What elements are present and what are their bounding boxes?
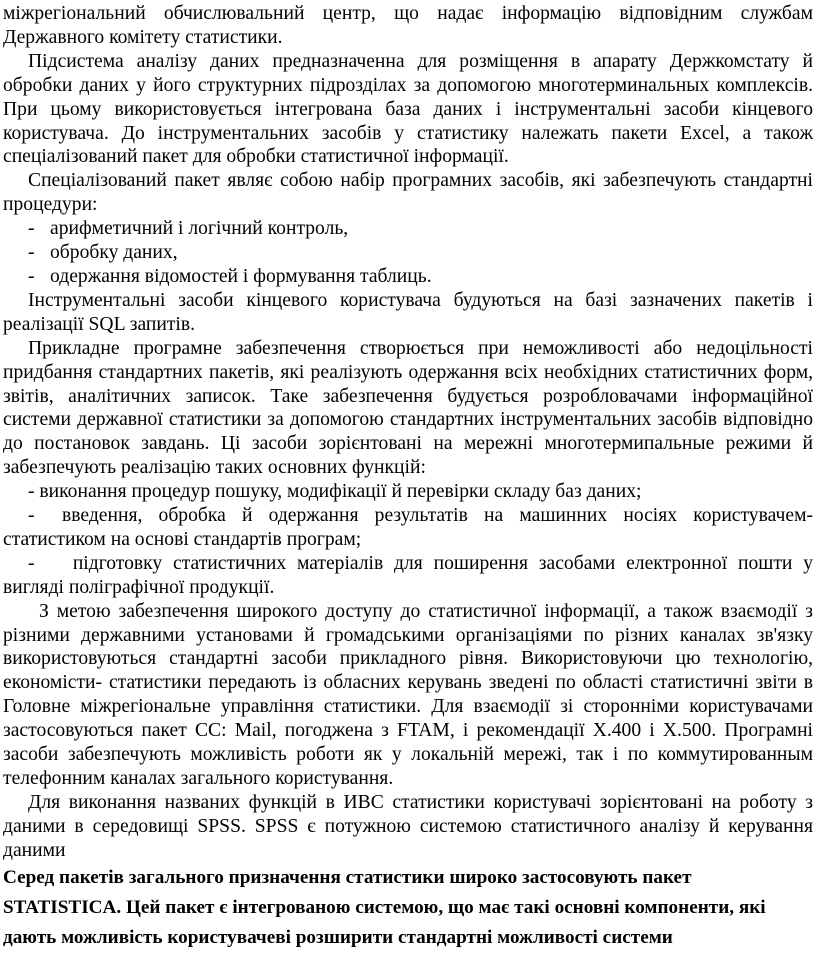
dash-marker: - — [28, 265, 35, 287]
list-item: - введення, обробка й одержання результатів на машинних носіях користувачем-статистиком на основі стандартів програм; — [3, 505, 813, 550]
dash-marker: - — [28, 552, 35, 574]
paragraph-intro-continued: міжрегіональний обчислювальний центр, що надає інформацію відповідним службам Державного комітету статистики. — [3, 3, 813, 48]
paragraph-analysis-subsystem: Підсистема аналізу даних предназначенна для розміщення в апарату Держкомстату й обробки даних у його структурних підрозділах за допомогою многотерминальных комплексів. При цьому використовується інтегрована база даних і інструментальні засоби кінцевого користувача. До інструментальних засобів у статистику належать пакети Excel, а також спеціалізований пакет для обробки статистичної інформації. — [3, 50, 813, 168]
list-item: - виконання процедур пошуку, модифікації й перевірки складу баз даних; — [28, 481, 642, 503]
paragraph-spss: Для виконання названих функцій в ИВС статистики користувачі зорієнтовані на роботу з даними в середовищі SPSS. SPSS є потужною системою статистичного аналізу й керування даними — [3, 791, 813, 861]
paragraph-access: З метою забезпечення широкого доступу до статистичної інформації, а також взаємодії з різними державними установами й громадськими організаціями по різних каналах зв'язку використовуються стандартні засоби прикладного рівня. Використовуючи цю технологію, економісти- статистики передають із обласних керувань зведені по області статистичні звіти в Головне міжрегіональне управління статистики. Для взаємодії зі сторонніми користувачами застосовуються пакет СС: Mail, погоджена з FTAM, і рекомендації Х.400 і Х.500. Програмні засоби забезпечують можливість роботи як у локальній мережі, так і по коммутированным телефонним каналах загального користування. — [3, 600, 813, 789]
dash-marker: - — [28, 242, 35, 264]
document-page — [3, 2, 813, 953]
list-item: - одержання відомостей і формування таблиць. — [28, 265, 432, 287]
paragraph-specialized-package: Спеціалізований пакет являє собою набір програмних засобів, які забезпечують стандартні процедури: — [3, 170, 813, 216]
list-item: - обробку даних, — [28, 242, 178, 264]
paragraph-end-user-tools: Інструментальні засоби кінцевого користувача будуються на базі зазначених пакетів і реалізації SQL запитів. — [3, 289, 813, 335]
dash-marker: - — [28, 218, 35, 240]
paragraph-application-software: Прикладне програмне забезпечення створюється при неможливості або недоцільності придбання стандартних пакетів, які реалізують одержання всіх необхідних статистичних форм, звітів, аналітичних записок. Таке забезпечення будується розробловачами інформаційної системи державної статистики за допомогою стандартних інструментальних засобів відповідно до постановок завдань. Ці засоби зорієнтовані на мережні многотермипальные режими й забезпечують реалізацію таких основних функцій: — [3, 337, 813, 479]
list-item: - арифметичний і логічний контроль, — [28, 218, 349, 240]
list-item: - підготовку статистичних матеріалів для поширення засобами електронної пошти у вигляді поліграфічної продукції. — [3, 552, 813, 598]
dash-marker: - — [28, 505, 35, 527]
paragraph-statistica-bold: Серед пакетів загального призначення статистики широко застосовують пакет STATISTICA. Цей пакет є інтегрованою системою, що має такі основні компоненти, які дають можливість користувачеві розширити стандартні можливості системи — [3, 866, 766, 948]
functions-list — [3, 480, 813, 600]
procedures-list — [3, 217, 813, 289]
